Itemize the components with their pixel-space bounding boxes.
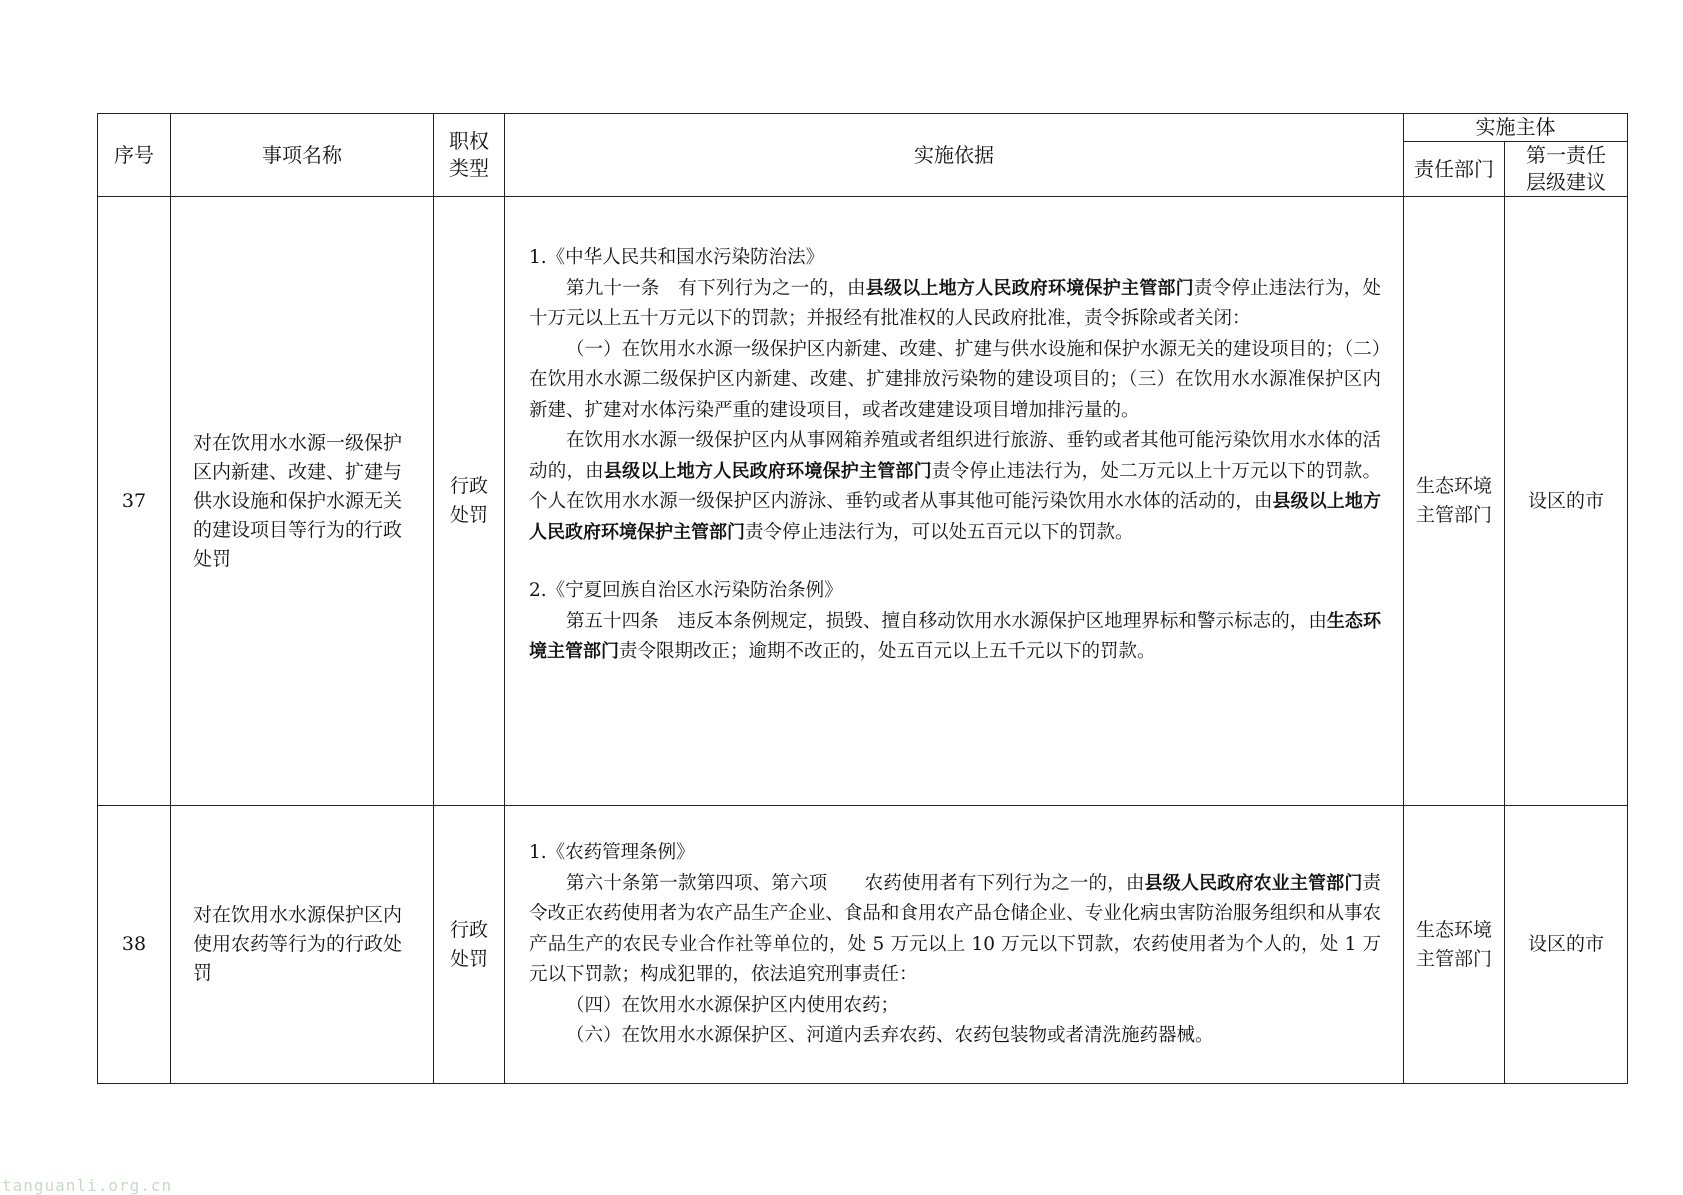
header-name: 事项名称 [171,114,434,197]
row-basis [505,806,1404,1084]
authority-bold: 县级人民政府农业主管部门 [1144,872,1363,894]
header-type-line1: 职权 [449,129,489,153]
basis-paragraph: 第六十条第一款第四项、第六项 农药使用者有下列行为之一的，由县级人民政府农业主管部门责令改正农药使用者为农产品生产企业、食品和食用农产品仓储企业、专业化病虫害防治服务组织和从事农产品生产的农民专业合作社等单位的，处 5 万元以上 10 万元以下罚款，农药使用者为个人的，处 1 万元以下罚款；构成犯罪的，依法追究刑事责任： [529,872,1381,985]
authority-bold: 县级以上地方人民政府环境保护主管部门 [529,491,1381,543]
authority-bold: 县级以上地方人民政府环境保护主管部门 [603,460,932,482]
row-dept-line1: 生态环境 [1415,918,1492,941]
table-row [98,197,1628,806]
authority-bold: 生态环境主管部门 [529,610,1381,662]
row-type-line1: 行政 [449,918,488,941]
row-basis [505,197,1404,806]
row-dept-line1: 生态环境 [1415,475,1492,497]
header-level-line2: 层级建议 [1526,170,1606,194]
row-type-line2: 处罚 [449,504,488,526]
header-type-line2: 类型 [449,156,489,180]
row-name: 对在饮用水水源一级保护区内新建、改建、扩建与供水设施和保护水源无关的建设项目等行为的行政处罚 [171,197,434,806]
row-dept-line2: 主管部门 [1415,947,1492,970]
header-level-line1: 第一责任 [1526,143,1606,167]
row-dept-line2: 主管部门 [1415,504,1492,526]
law-title: 2.《宁夏回族自治区水污染防治条例》 [529,580,843,601]
header-basis: 实施依据 [505,114,1404,197]
row-type [434,197,505,806]
matters-table [97,113,1628,1084]
row-name: 对在饮用水水源保护区内使用农药等行为的行政处罚 [171,806,434,1084]
header-type [434,114,505,197]
watermark: tanguanli.org.cn [2,1176,173,1195]
header-level [1505,142,1628,197]
basis-paragraph: 第五十四条 违反本条例规定，损毁、擅自移动饮用水水源保护区地理界标和警示标志的，由生态环境主管部门责令限期改正；逾期不改正的，处五百元以上五千元以下的罚款。 [529,610,1381,662]
row-level: 设区的市 [1505,197,1628,806]
row-seq: 38 [98,806,171,1084]
header-dept: 责任部门 [1404,142,1505,197]
law-title: 1.《农药管理条例》 [529,842,695,863]
basis-paragraph: 在饮用水水源一级保护区内从事网箱养殖或者组织进行旅游、垂钓或者其他可能污染饮用水水体的活动的，由县级以上地方人民政府环境保护主管部门责令停止违法行为，处二万元以上十万元以下的罚款。个人在饮用水水源一级保护区内游泳、垂钓或者从事其他可能污染饮用水水体的活动的，由县级以上地方人民政府环境保护主管部门责令停止违法行为，可以处五百元以下的罚款。 [529,430,1381,543]
row-type [434,806,505,1084]
header-subject: 实施主体 [1404,114,1628,142]
basis-paragraph: 第九十一条 有下列行为之一的，由县级以上地方人民政府环境保护主管部门责令停止违法行为，处十万元以上五十万元以下的罚款；并报经有批准权的人民政府批准，责令拆除或者关闭： [529,277,1381,329]
row-dept [1404,197,1505,806]
law-title: 1.《中华人民共和国水污染防治法》 [529,247,825,268]
row-dept [1404,806,1505,1084]
basis-paragraph: （六）在饮用水水源保护区、河道内丢弃农药、农药包装物或者清洗施药器械。 [566,1025,1214,1046]
table-row [98,806,1628,1084]
basis-paragraph: （四）在饮用水水源保护区内使用农药； [566,994,900,1016]
row-level: 设区的市 [1505,806,1628,1084]
row-seq: 37 [98,197,171,806]
row-type-line1: 行政 [449,475,488,497]
basis-paragraph: （一）在饮用水水源一级保护区内新建、改建、扩建与供水设施和保护水源无关的建设项目的；（二）在饮用水水源二级保护区内新建、改建、扩建排放污染物的建设项目的；（三）在饮用水水源准保护区内新建、扩建对水体污染严重的建设项目，或者改建建设项目增加排污量的。 [529,338,1381,421]
authority-bold: 县级以上地方人民政府环境保护主管部门 [865,277,1194,299]
row-type-line2: 处罚 [449,947,488,970]
header-seq: 序号 [98,114,171,197]
